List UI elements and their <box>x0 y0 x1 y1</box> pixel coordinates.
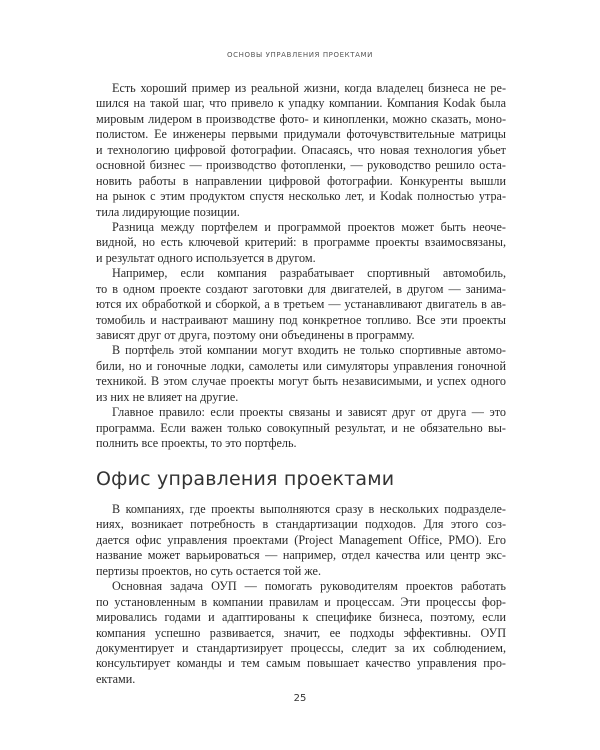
text-line: то в одном проекте создают заготовки для двигателей, в другом — занима- <box>96 281 506 296</box>
text-line: полнить все проекты, то это портфель. <box>96 436 297 451</box>
text-line: пертизы проектов, но суть остается той же. <box>96 563 322 578</box>
text-line: мировались годами и адаптированы к специфике бизнеса, поэтому, если <box>96 610 506 625</box>
section-heading: Офис управления проектами <box>96 468 395 490</box>
text-line: В портфель этой компании могут входить не только спортивные автомо- <box>112 343 506 358</box>
text-line: томобиль и настраивают машину под конкретное топливо. Все эти проекты <box>96 312 506 327</box>
section2-body <box>96 502 506 687</box>
paragraph <box>96 343 506 405</box>
text-line: Главное правило: если проекты связаны и зависят друг от друга — это <box>112 405 506 420</box>
running-head: ОСНОВЫ УПРАВЛЕНИЯ ПРОЕКТАМИ <box>227 51 373 59</box>
text-line: документирует и стандартизирует процессы, следит за их соблюдением, <box>96 640 506 655</box>
text-line: по установленным в компании правилам и процессам. Эти процессы фор- <box>96 594 506 609</box>
text-line: техникой. В этом случае проекты могут быть независимыми, и успех одного <box>96 374 506 389</box>
text-line: били, но и гоночные лодки, самолеты или симуляторы управления гоночной <box>96 358 506 373</box>
text-line: название может варьироваться — например, отдел качества или центр экс- <box>96 548 506 563</box>
section1-body <box>96 81 506 452</box>
text-line: видной, но есть ключевой критерий: в программе проекты взаимосвязаны, <box>96 235 506 250</box>
text-line: Например, если компания разрабатывает спортивный автомобиль, <box>112 266 506 281</box>
text-line: Разница между портфелем и программой проектов может быть неоче- <box>112 219 506 234</box>
text-line: Основная задача ОУП — помогать руководителям проектов работать <box>112 579 506 594</box>
text-line: ектами. <box>96 671 136 686</box>
paragraph <box>96 579 506 687</box>
page-number: 25 <box>293 693 307 704</box>
text-line: Есть хороший пример из реальной жизни, когда владелец бизнеса не ре- <box>112 81 506 95</box>
text-line: мировым лидером в производстве фото- и кинопленки, можно сказать, моно- <box>96 111 506 126</box>
text-line: программа. Если важен только совокупный результат, и не обязательно вы- <box>96 420 506 435</box>
text-line: основной бизнес — производство фотопленки, — руководство решило оста- <box>96 158 506 173</box>
text-line: ются их обработкой и сборкой, а в третьем — устанавливают двигатель в ав- <box>96 297 506 312</box>
text-line: полистом. Ее инженеры первыми придумали фоточувствительные матрицы <box>96 127 506 142</box>
text-line: компания успешно развивается, значит, ее подходы эффективны. ОУП <box>96 625 506 640</box>
text-line: из них не влияет на другие. <box>96 389 239 404</box>
text-line: на рынок с этим продуктом спустя несколько лет, и Kodak полностью утра- <box>96 189 506 204</box>
text-line: новить работы в направлении цифровой фотографии. Конкуренты вышли <box>96 173 506 188</box>
paragraph <box>96 405 506 451</box>
text-line: зависят друг от друга, поэтому они объединены в программу. <box>96 328 415 342</box>
text-line: дается офис управления проектами (Project Management Office, PMO). Его <box>96 532 506 547</box>
text-line: консультирует команды и тем самым повышает качество управления про- <box>96 656 506 671</box>
text-line: В компаниях, где проекты выполняются сразу в нескольких подразделе- <box>112 502 506 516</box>
text-line: и технологию цифровой фотографии. Опасаясь, что новая технология убьет <box>96 142 506 157</box>
paragraph <box>96 266 506 343</box>
text-line: шился на такой шаг, что привело к упадку компании. Компания Kodak была <box>96 96 506 111</box>
text-line: тила лидирующие позиции. <box>96 204 240 219</box>
paragraph <box>96 81 506 220</box>
paragraph <box>96 502 506 579</box>
text-line: и результат одного используется в другом. <box>96 250 316 265</box>
text-line: ниях, возникает потребность в стандартизации подходов. Для этого соз- <box>96 517 506 532</box>
paragraph <box>96 220 506 266</box>
